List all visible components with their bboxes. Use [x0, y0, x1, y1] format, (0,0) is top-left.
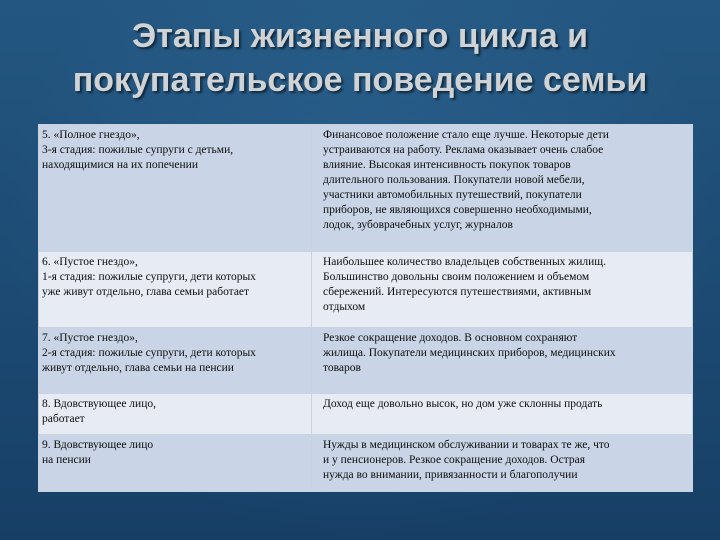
behavior-text: Большинство довольны своим положением и объемом — [323, 271, 590, 283]
stage-text: 8. Вдовствующее лицо, — [42, 398, 156, 410]
stage-cell — [39, 125, 312, 252]
behavior-text: устраиваются на работу. Реклама оказывает очень слабое — [323, 144, 604, 156]
behavior-text: отдыхом — [323, 301, 366, 313]
behavior-text: и у пенсионеров. Резкое сокращение доходов. Острая — [323, 454, 586, 466]
table-row — [39, 125, 693, 252]
slide-title-line: Этапы жизненного цикла и — [132, 17, 588, 55]
life-cycle-table — [38, 124, 693, 492]
slide-title-line: покупательское поведение семьи — [72, 61, 648, 99]
behavior-text: сбережений. Интересуются путешествиями, активным — [323, 286, 592, 298]
stage-text: 3-я стадия: пожилые супруги с детьми, — [42, 144, 234, 156]
behavior-text: участники автомобильных путешествий, покупатели — [323, 189, 582, 201]
behavior-cell — [312, 252, 693, 328]
behavior-text: Наибольшее количество владельцев собственных жилищ. — [323, 256, 607, 268]
behavior-cell — [312, 125, 693, 252]
behavior-text: приборов, не являющихся совершенно необходимыми, — [323, 204, 592, 216]
stage-text: на пенсии — [42, 454, 91, 466]
slide-title — [0, 14, 720, 102]
table-row — [39, 394, 693, 435]
stage-text: 1-я стадия: пожилые супруги, дети которых — [42, 271, 256, 283]
behavior-text: длительного пользования. Покупатели новой мебели, — [323, 174, 585, 186]
stage-cell — [39, 394, 312, 435]
stage-text: работает — [42, 413, 85, 425]
table-row — [39, 435, 693, 492]
table-row — [39, 328, 693, 394]
behavior-text: влияние. Высокая интенсивность покупок товаров — [323, 159, 571, 171]
behavior-text: Финансовое положение стало еще лучше. Некоторые дети — [323, 129, 609, 141]
behavior-cell — [312, 394, 693, 435]
stage-cell — [39, 435, 312, 492]
stage-text: 7. «Пустое гнездо», — [42, 332, 138, 344]
stage-text: 9. Вдовствующее лицо — [42, 439, 154, 451]
stage-text: живут отдельно, глава семьи на пенсии — [42, 362, 234, 374]
stage-text: 5. «Полное гнездо», — [42, 129, 140, 141]
stage-text: уже живут отдельно, глава семьи работает — [42, 286, 250, 298]
behavior-cell — [312, 328, 693, 394]
stage-cell — [39, 328, 312, 394]
stage-text: 6. «Пустое гнездо», — [42, 256, 138, 268]
behavior-text: Доход еще довольно высок, но дом уже склонны продать — [323, 398, 603, 410]
stage-text: находящимися на их попечении — [42, 159, 198, 171]
stage-cell — [39, 252, 312, 328]
behavior-cell — [312, 435, 693, 492]
stage-text: 2-я стадия: пожилые супруги, дети которых — [42, 347, 256, 359]
behavior-text: лодок, зубоврачебных услуг, журналов — [323, 219, 513, 231]
behavior-text: Нужды в медицинском обслуживании и товарах те же, что — [323, 439, 610, 451]
behavior-text: нужда во внимании, привязанности и благополучии — [323, 469, 578, 481]
table-row — [39, 252, 693, 328]
behavior-text: Резкое сокращение доходов. В основном сохраняют — [323, 332, 578, 344]
behavior-text: жилища. Покупатели медицинских приборов, медицинских — [323, 347, 616, 359]
behavior-text: товаров — [323, 362, 361, 374]
